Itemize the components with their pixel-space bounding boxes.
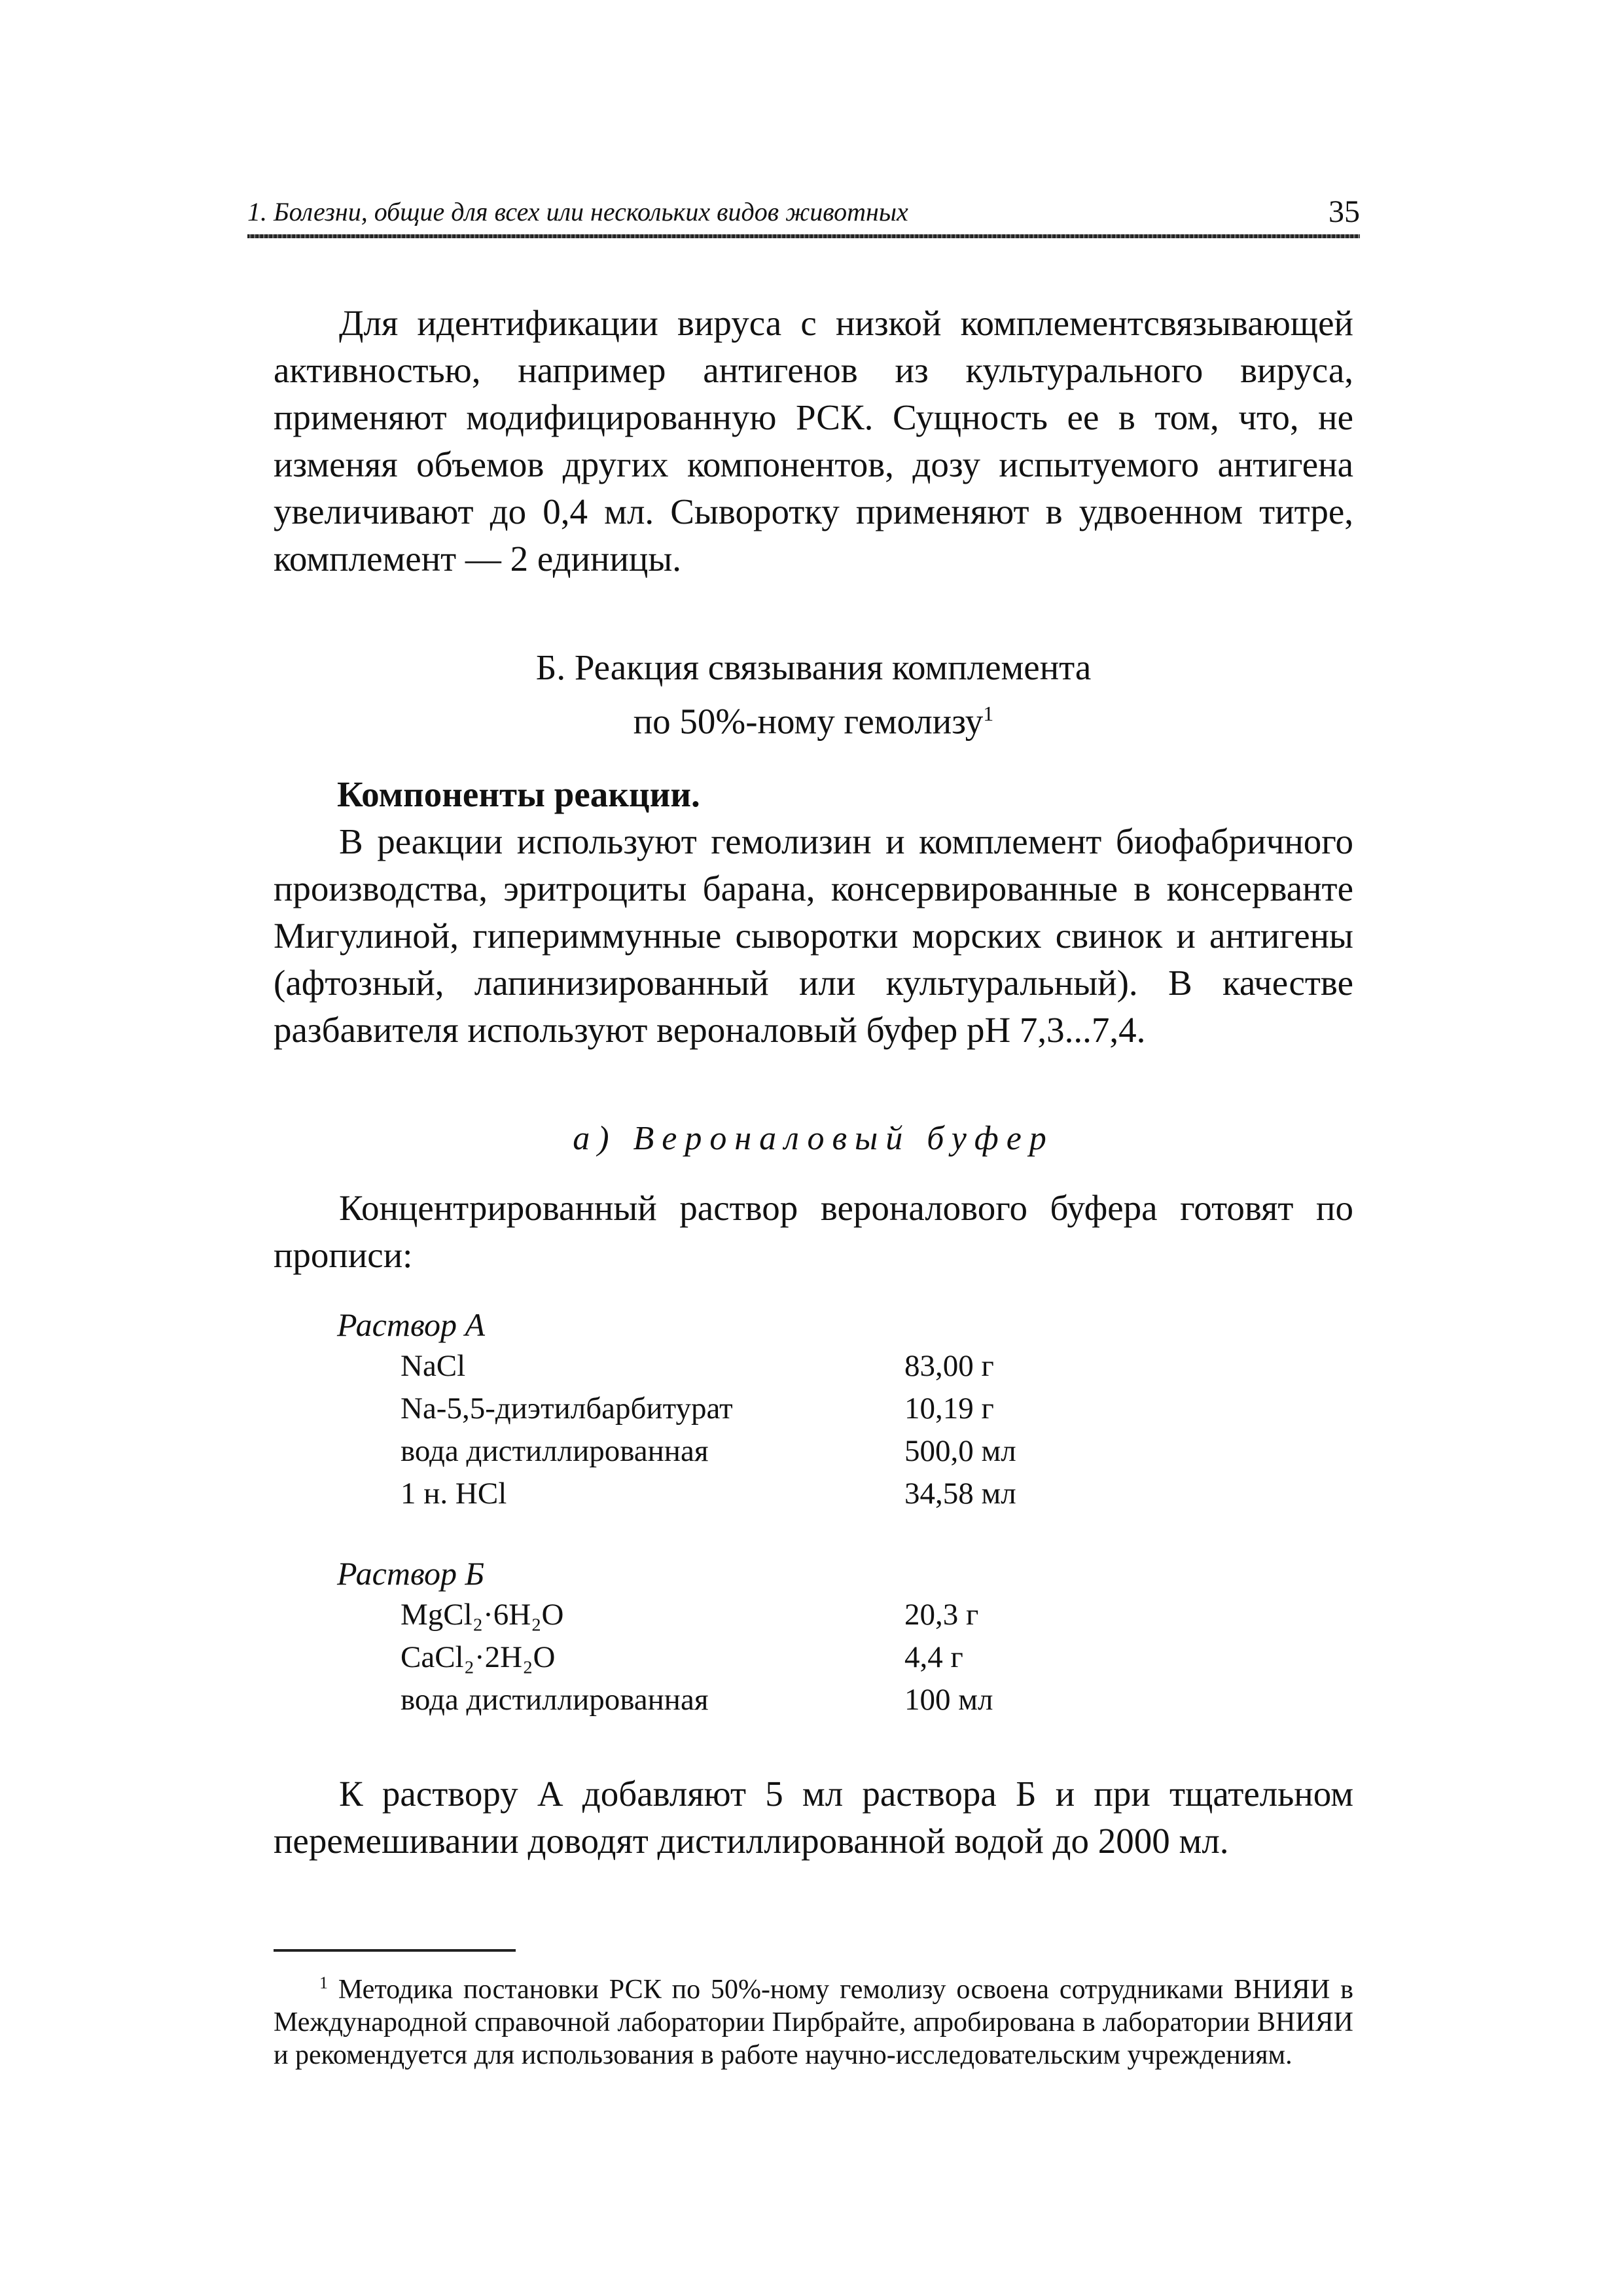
footnote-reference[interactable]: 1 (983, 702, 994, 725)
table-row (401, 1640, 1120, 1682)
solution-b-label: Раствор Б (337, 1555, 484, 1592)
ingredient-name: CaCl₂·2H₂O (401, 1640, 556, 1674)
ingredient-name: вода дистиллированная (401, 1434, 709, 1468)
header-rule (247, 234, 1360, 238)
footnote (274, 1967, 1353, 2072)
footnote-text: Методика постановки РСК по 50%-ному гемолизу освоена сотрудниками ВНИЯИ в Международной справочной лаборатории Пирбрайте, апробирована в лаборатории ВНИЯИ и рекомендуется для использования в работе научно-исследовательским учреждениям. (274, 1975, 1353, 2070)
section-title-line-2-text: по 50%-ному гемолизу (633, 701, 984, 742)
ingredient-amount: 83,00 г (904, 1349, 994, 1383)
ingredient-name: MgCl₂·6H₂O (401, 1598, 564, 1632)
table-row (401, 1476, 1120, 1518)
ingredient-amount: 10,19 г (904, 1391, 994, 1426)
ingredient-name: вода дистиллированная (401, 1683, 709, 1717)
ingredient-amount: 100 мл (904, 1683, 993, 1717)
section-title-line-2 (274, 691, 1353, 744)
paragraph-2: В реакции используют гемолизин и комплемент биофабричного производства, эритроциты барана, консервированные в консерванте Мигулиной, гипериммунные сыворотки морских свинок и антигены (афтозный, лапинизированный или культуральный). В качестве разбавителя используют вероналовый буфер рН 7,3...7,4. (274, 821, 1353, 1050)
page-number: 35 (1329, 194, 1360, 229)
ingredient-amount: 34,58 мл (904, 1477, 1016, 1511)
ingredient-name: Na-5,5-диэтилбарбитурат (401, 1391, 733, 1426)
table-row (401, 1433, 1120, 1476)
footnote-mark: 1 (319, 1973, 328, 1992)
paragraph-3: Концентрированный раствор вероналового буфера готовят по прописи: (274, 1188, 1353, 1275)
ingredient-name: 1 н. HCl (401, 1477, 507, 1511)
table-row (401, 1348, 1120, 1391)
ingredient-amount: 4,4 г (904, 1640, 963, 1674)
running-header (247, 196, 1360, 236)
footnote-divider (274, 1949, 516, 1952)
table-row (401, 1597, 1120, 1640)
ingredient-amount: 20,3 г (904, 1598, 979, 1632)
ingredient-amount: 500,0 мл (904, 1434, 1016, 1468)
section-title (274, 645, 1353, 744)
paragraph-4: К раствору А добавляют 5 мл раствора Б и при тщательном перемешивании доводят дистиллированной водой до 2000 мл. (274, 1774, 1353, 1861)
solution-a-table (401, 1348, 1120, 1518)
section-title-line-1: Б. Реакция связывания комплемента (535, 647, 1092, 687)
solution-b-table (401, 1597, 1120, 1725)
header-title: 1. Болезни, общие для всех или нескольких видов животных (247, 197, 908, 226)
ingredient-name: NaCl (401, 1349, 466, 1383)
paragraph-1: Для идентификации вируса с низкой комплементсвязывающей активностью, например антигенов из культурального вируса, применяют модифицированную РСК. Сущность ее в том, что, не изменяя объемов других компонентов, дозу испытуемого антигена увеличивают до 0,4 мл. Сыворотку применяют в удвоенном титре, комплемент — 2 единицы. (274, 303, 1353, 579)
components-heading: Компоненты реакции. (337, 774, 700, 814)
table-row (401, 1391, 1120, 1433)
subsection-heading: а) Вероналовый буфер (573, 1120, 1054, 1157)
solution-a-label: Раствор А (337, 1306, 486, 1343)
table-row (401, 1682, 1120, 1725)
